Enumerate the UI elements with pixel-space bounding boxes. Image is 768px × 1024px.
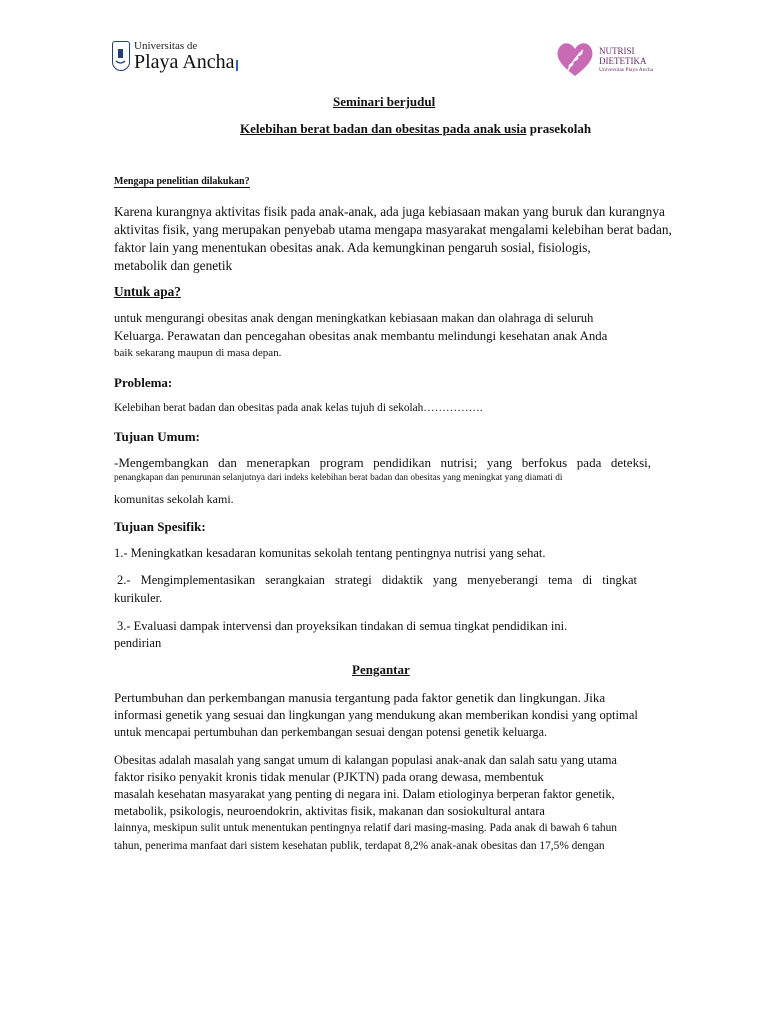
subtitle-rest: prasekolah [526,121,592,136]
nutrition-logo [553,38,673,80]
what-for-line-3: baik sekarang maupun di masa depan. [114,347,282,359]
specific-goal-heading: Tujuan Spesifik: [114,519,206,534]
document-subtitle [240,121,591,137]
general-goal-line-2: penangkapan dan penurunan selanjutnya dari indeks kelebihan berat badan dan obesitas yang meningkat yang diamati di [114,473,563,483]
intro-p2-line-6: tahun, penerima manfaat dari sistem kesehatan publik, terdapat 8,2% anak-anak obesitas dan 17,5% dengan [114,840,605,852]
shield-icon [112,41,130,71]
subtitle-underlined: Kelebihan berat badan dan obesitas pada anak usia [240,121,527,136]
logo-accent-bar [236,60,238,71]
nutrition-logo-line3: Universitas Playa Ancha [599,67,654,73]
intro-p1-line-1: Pertumbuhan dan perkembangan manusia tergantung pada faktor genetik dan lingkungan. Jika [114,690,606,705]
why-heading: Mengapa penelitian dilakukan? [114,176,250,187]
intro-p2-line-3: masalah kesehatan masyarakat yang penting di negara ini. Dalam etiologinya berperan faktor genetik, [114,787,615,801]
intro-p1-line-3: untuk mencapai pertumbuhan dan perkembangan sesuai dengan potensi genetik keluarga. [114,725,547,739]
what-for-line-2: Keluarga. Perawatan dan pencegahan obesitas anak membantu melindungi kesehatan anak Anda [114,329,608,343]
university-logo [112,40,242,80]
specific-goal-item-3-line-1: 3.- Evaluasi dampak intervensi dan proyeksikan tindakan di semua tingkat pendidikan ini. [117,619,568,633]
intro-p1-line-2: informasi genetik yang sesuai dan lingkungan yang mendukung akan memberikan kondisi yang optimal [114,708,638,722]
specific-goal-item-2-line-1: 2.- Mengimplementasikan serangkaian strategi didaktik yang menyeberangi tema di tingkat [117,573,637,587]
nutrition-logo-line2: DIETETIKA [599,56,647,66]
intro-heading: Pengantar [352,662,410,677]
intro-p2-line-1: Obesitas adalah masalah yang sangat umum di kalangan populasi anak-anak dan salah satu yang utama [114,753,617,767]
problem-line: Kelebihan berat badan dan obesitas pada anak kelas tujuh di sekolah……………. [114,402,483,414]
specific-goal-item-2-line-2: kurikuler. [114,591,163,605]
general-goal-line-1: -Mengembangkan dan menerapkan program pendidikan nutrisi; yang berfokus pada deteksi, [114,455,651,470]
intro-p2-line-2: faktor risiko penyakit kronis tidak menular (PJKTN) pada orang dewasa, membentuk [114,770,544,784]
heart-leaf-icon [553,38,597,80]
intro-p2-line-5: lainnya, meskipun sulit untuk menentukan pentingnya relatif dari masing-masing. Pada anak di bawah 6 tahun [114,822,617,834]
why-line-1: Karena kurangnya aktivitas fisik pada anak-anak, ada juga kebiasaan makan yang buruk dan kurangnya [114,204,665,219]
nutrition-logo-line1: NUTRISI [599,46,635,56]
general-goal-heading: Tujuan Umum: [114,429,200,444]
why-line-4: metabolik dan genetik [114,258,233,273]
university-logo-small-text: Universitas de [134,40,198,52]
specific-goal-item-1: 1.- Meningkatkan kesadaran komunitas sekolah tentang pentingnya nutrisi yang sehat. [114,546,546,560]
specific-goal-item-3-line-2: pendirian [114,636,162,650]
intro-p2-line-4: metabolik, psikologis, neuroendokrin, aktivitas fisik, makanan dan sosiokultural antara [114,804,545,818]
why-line-2: aktivitas fisik, yang merupakan penyebab utama mengapa masyarakat mengalami kelebihan berat badan, [114,222,672,237]
what-for-line-1: untuk mengurangi obesitas anak dengan meningkatkan kebiasaan makan dan olahraga di seluruh [114,311,594,325]
what-for-heading: Untuk apa? [114,284,181,299]
general-goal-line-3: komunitas sekolah kami. [114,492,234,506]
why-line-3: faktor lain yang menentukan obesitas anak. Ada kemungkinan pengaruh sosial, fisiologis, [114,240,591,255]
document-title: Seminari berjudul [333,94,436,109]
problem-heading: Problema: [114,375,173,390]
university-logo-name: Playa Ancha [134,51,235,73]
